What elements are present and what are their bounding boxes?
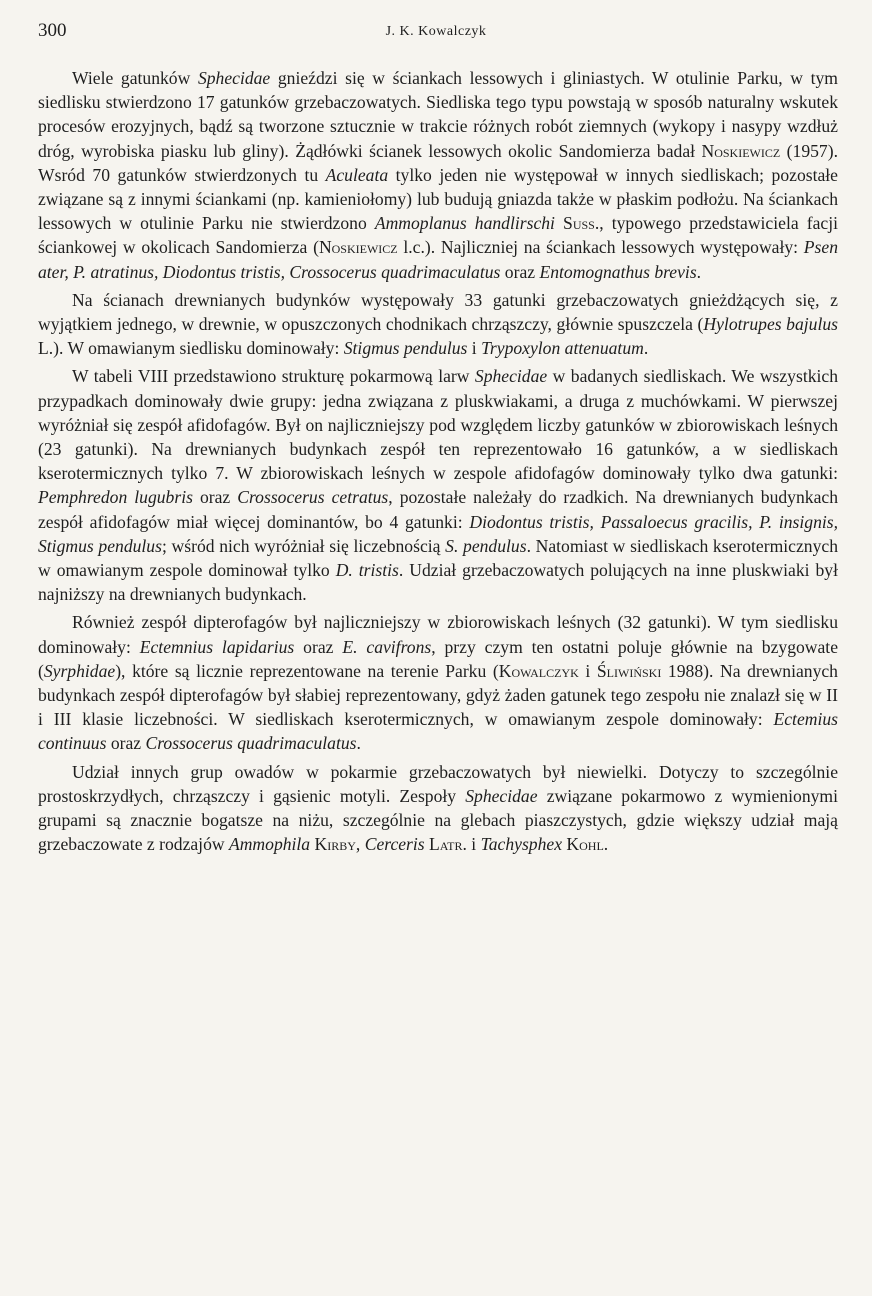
- text-run: Również zespół dipterofagów był najliczniejszy w zbiorowiskach leśnych (32 gatunki). W tym siedlisku dominowały:: [38, 612, 838, 657]
- author-name: Śliwiński: [596, 660, 662, 681]
- page-number: 300: [38, 20, 67, 41]
- italic-term: D. tristis: [335, 560, 399, 581]
- italic-term: Cerceris: [364, 834, 425, 855]
- text-run: , przy czym ten ostatni poluje głównie na bzygowate (: [38, 636, 839, 681]
- italic-term: Hylotrupes bajulus: [703, 314, 838, 335]
- text-run: oraz: [192, 487, 238, 508]
- author-name: Kohl: [566, 834, 604, 855]
- author-name: Noskiewicz: [701, 140, 781, 161]
- italic-term: Sphecidae: [474, 366, 548, 387]
- italic-term: Psen ater, P. atratinus, Diodontus tristis, Crossocerus quadrimaculatus: [38, 237, 838, 282]
- text-run: oraz: [500, 261, 540, 282]
- italic-term: Stigmus pendulus: [343, 338, 468, 359]
- italic-term: Ammoplanus handlirschi: [374, 213, 555, 234]
- text-run: (1957). Wsród 70 gatunków stwierdzonych tu: [38, 140, 838, 185]
- text-run: ; wśród nich wyróżniał się liczebnością: [161, 535, 446, 556]
- author-name: Suss: [563, 213, 595, 234]
- text-run: . Udział grzebaczowatych polujących na inne pluskwiaki był najniższy na drewnianych budynkach.: [38, 560, 838, 605]
- body-text: [38, 66, 838, 857]
- author-name: Noskiewicz: [318, 237, 398, 258]
- text-run: związane pokarmowo z wymienionymi grupami są znacznie bogatsze na niżu, szczególnie na glebach piaszczystych, gdzie większy udział mają grzebaczowate z rodzajów: [38, 785, 838, 855]
- italic-term: Tachysphex: [480, 834, 563, 855]
- text-run: gnieździ się w ściankach lessowych i gliniastych. W otulinie Parku, w tym siedlisku stwierdzono 17 gatunków grzebaczowatych. Siedliska tego typu powstają w sposób naturalny wskutek procesów erozyjnych, bądź są tworzone sztucznie w trakcie różnych robót ziemnych (wykopy i nasypy wzdłuż dróg, wyrobiska piasku lub gliny). Żądłówki ścianek lessowych okolic Sandomierza badał: [38, 68, 838, 161]
- text-run: i: [467, 338, 482, 359]
- italic-term: Crossocerus cetratus: [237, 487, 389, 508]
- author-name: Kowalczyk: [498, 660, 579, 681]
- text-run: ., typowego przedstawiciela facji ściankowej w okolicach Sandomierza (: [38, 213, 838, 258]
- text-run: . Natomiast w siedliskach kserotermicznych w omawianym zespole dominował tylko: [38, 535, 838, 581]
- italic-term: Sphecidae: [197, 68, 271, 88]
- author-name: Kirby: [314, 834, 356, 855]
- italic-term: Diodontus tristis, Passaloecus gracilis, P. insignis, Stigmus pendulus: [38, 511, 838, 556]
- text-run: .: [696, 261, 702, 282]
- paragraph: [38, 610, 838, 755]
- italic-term: Trypoxylon attenuatum: [481, 338, 644, 359]
- paragraph: [38, 364, 838, 606]
- text-run: .: [643, 338, 649, 359]
- text-run: w badanych siedliskach. We wszystkich przypadkach dominowały dwie grupy: jedna związana z pluskwiakami, a druga z muchówkami. W pierwszej wyróżniał się zespół afidofagów. Był on najliczniejszy pod względem liczby gatunków w zbiorowiskach leśnych (23 gatunki). Na drewnianych budynkach zespół ten reprezentowało 16 gatunków, a w siedliskach kserotermicznych tylko 7. W zbiorowiskach leśnych w zespole afidofagów dominowały tylko dwa gatunki:: [38, 366, 839, 484]
- italic-term: Ammophila: [228, 834, 311, 855]
- text-run: ,: [355, 834, 365, 855]
- text-run: tylko jeden nie występował w innych siedliskach; pozostałe związane są z innymi ściankami (np. kamieniołomy) lub budują gniazda także w płaskim podłożu. Na ściankach lessowych w otulinie Parku nie stwierdzono: [38, 164, 838, 234]
- text-run: [555, 213, 563, 233]
- italic-term: Pemphredon lugubris: [38, 487, 193, 508]
- text-run: . i: [462, 834, 481, 855]
- italic-term: Ectemnius lapidarius: [139, 636, 295, 657]
- text-run: W tabeli VIII przedstawiono strukturę pokarmową larw: [72, 366, 475, 387]
- italic-term: S. pendulus: [445, 535, 527, 556]
- italic-term: Entomognathus brevis: [539, 261, 697, 282]
- text-run: .: [356, 733, 361, 754]
- italic-term: Syrphidae: [43, 660, 116, 681]
- text-run: .: [603, 834, 609, 855]
- italic-term: E. cavifrons: [342, 636, 432, 657]
- text-run: L.). W omawianym siedlisku dominowały:: [38, 338, 344, 359]
- italic-term: Crossocerus quadrimaculatus: [145, 733, 357, 754]
- text-run: Na ścianach drewnianych budynków występowały 33 gatunki grzebaczowatych gnieżdżących się, z wyjątkiem jednego, w drewnie, w opuszczonych chodnikach chrząszczy, głównie spuszczela (: [38, 289, 838, 335]
- page-header: [38, 20, 834, 50]
- author-name: Latr: [429, 834, 463, 855]
- text-run: oraz: [294, 636, 343, 657]
- paragraph: [38, 288, 838, 361]
- text-run: oraz: [106, 733, 146, 754]
- text-run: Wiele gatunków: [72, 68, 198, 88]
- text-run: ), które są licznie reprezentowane na terenie Parku (: [115, 660, 499, 681]
- running-head: J. K. Kowalczyk: [385, 24, 487, 39]
- italic-term: Ectemius continuus: [38, 709, 838, 754]
- text-run: i: [578, 660, 597, 681]
- paragraph: [38, 760, 838, 857]
- italic-term: Aculeata: [325, 164, 389, 185]
- text-run: Udział innych grup owadów w pokarmie grzebaczowatych był niewielki. Dotyczy to szczególnie prostoskrzydłych, chrząszczy i gąsienic motyli. Zespoły: [38, 761, 838, 806]
- paragraph: [38, 66, 838, 284]
- text-run: , pozostałe należały do rzadkich. Na drewnianych budynkach zespół afidofagów miał więcej dominantów, bo 4 gatunki:: [38, 487, 838, 532]
- text-run: 1988). Na drewnianych budynkach zespół dipterofagów był słabiej reprezentowany, gdyż żaden gatunek tego zespołu nie znalazł się w II i III klasie liczebności. W siedliskach kserotermicznych, w omawianym zespole dominowały:: [38, 660, 838, 730]
- text-run: l.c.). Najliczniej na ściankach lessowych występowały:: [397, 237, 804, 258]
- italic-term: Sphecidae: [465, 785, 538, 806]
